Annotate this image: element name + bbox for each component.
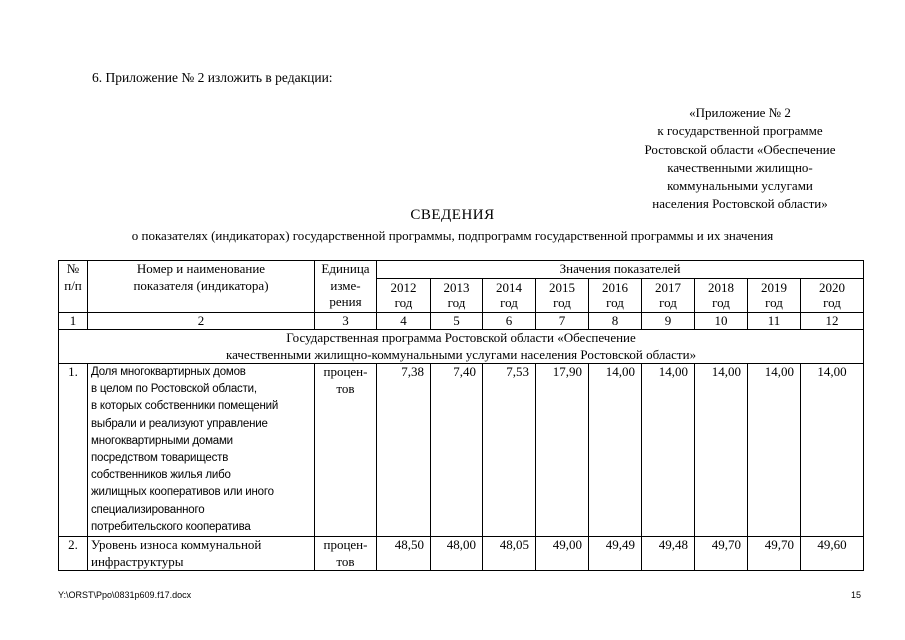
- indicator-name: Доля многоквартирных домов в целом по Ростовской области, в которых собственники помещений выбрали и реализуют управление многоквартирными домами посредством товариществ собственников жилья либо жилищных кооперативов или иного специализированного потребительского кооператива: [88, 364, 315, 537]
- col-number: 2: [88, 312, 315, 330]
- page-number: 15: [850, 590, 861, 600]
- value-cell: 49,49: [589, 537, 642, 571]
- col-number: 5: [431, 312, 483, 330]
- header-row: [59, 261, 864, 279]
- indicator-unit: процен- тов: [315, 537, 377, 571]
- value-cell: 49,60: [801, 537, 864, 571]
- col-number: 11: [748, 312, 801, 330]
- indicator-unit: процен- тов: [315, 364, 377, 537]
- table-row: [59, 364, 864, 537]
- appendix-line: к государственной программе: [657, 123, 823, 139]
- file-path: Y:\ORST\Ppo\0831p609.f17.docx: [58, 590, 192, 600]
- appendix-line: Ростовской области «Обеспечение: [644, 141, 836, 157]
- header-year: 2012 год: [377, 278, 431, 312]
- value-cell: 7,38: [377, 364, 431, 537]
- header-year: 2014 год: [483, 278, 536, 312]
- indicator-name: Уровень износа коммунальной инфраструктуры: [88, 537, 315, 571]
- col-number: 10: [695, 312, 748, 330]
- header-year: 2019 год: [748, 278, 801, 312]
- header-year: 2018 год: [695, 278, 748, 312]
- header-unit: Единица изме- рения: [315, 261, 377, 313]
- header-year: 2017 год: [642, 278, 695, 312]
- header-year: 2020 год: [801, 278, 864, 312]
- value-cell: 14,00: [748, 364, 801, 537]
- value-cell: 14,00: [801, 364, 864, 537]
- header-num: № п/п: [59, 261, 88, 313]
- header-name: Номер и наименование показателя (индикатора): [88, 261, 315, 313]
- column-numbers-row: [59, 312, 864, 330]
- value-cell: 7,40: [431, 364, 483, 537]
- value-cell: 14,00: [642, 364, 695, 537]
- value-cell: 48,05: [483, 537, 536, 571]
- value-cell: 48,00: [431, 537, 483, 571]
- row-number: 1.: [59, 364, 88, 537]
- value-cell: 49,48: [642, 537, 695, 571]
- value-cell: 14,00: [589, 364, 642, 537]
- appendix-heading: [620, 104, 860, 214]
- col-number: 4: [377, 312, 431, 330]
- col-number: 1: [59, 312, 88, 330]
- section-title: Государственная программа Ростовской области «Обеспечение качественными жилищно-коммунальными услугами населения Ростовской области»: [59, 330, 864, 364]
- appendix-line: качественными жилищно-: [667, 159, 813, 175]
- value-cell: 49,00: [536, 537, 589, 571]
- col-number: 7: [536, 312, 589, 330]
- appendix-line: коммунальными услугами: [667, 178, 813, 194]
- value-cell: 7,53: [483, 364, 536, 537]
- value-cell: 49,70: [748, 537, 801, 571]
- document-title: СВЕДЕНИЯ: [410, 207, 495, 223]
- document-subtitle: о показателях (индикаторах) государственной программы, подпрограмм государственной программы и их значения: [131, 228, 774, 243]
- appendix-line: «Приложение № 2: [689, 105, 791, 120]
- appendix-line: населения Ростовской области»: [652, 196, 828, 212]
- intro-text: 6. Приложение № 2 изложить в редакции:: [92, 70, 333, 85]
- col-number: 6: [483, 312, 536, 330]
- col-number: 9: [642, 312, 695, 330]
- col-number: 3: [315, 312, 377, 330]
- col-number: 12: [801, 312, 864, 330]
- value-cell: 17,90: [536, 364, 589, 537]
- value-cell: 14,00: [695, 364, 748, 537]
- header-values-group: Значения показателей: [377, 261, 864, 279]
- section-row: [59, 330, 864, 364]
- table-row: [59, 537, 864, 571]
- indicators-table: [58, 260, 864, 571]
- header-year: 2013 год: [431, 278, 483, 312]
- header-year: 2015 год: [536, 278, 589, 312]
- value-cell: 49,70: [695, 537, 748, 571]
- value-cell: 48,50: [377, 537, 431, 571]
- col-number: 8: [589, 312, 642, 330]
- row-number: 2.: [59, 537, 88, 571]
- header-year: 2016 год: [589, 278, 642, 312]
